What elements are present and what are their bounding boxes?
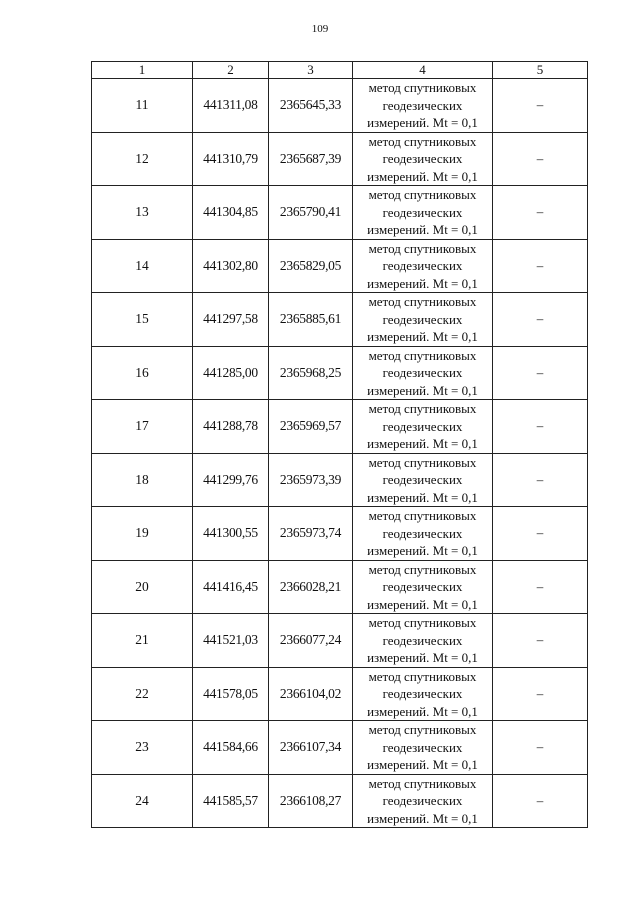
table-row: [92, 774, 588, 828]
method-line: измерений. Mt = 0,1: [367, 382, 478, 398]
coordinate-y-cell: 2365645,33: [269, 79, 353, 133]
point-number-cell: 15: [92, 293, 193, 347]
coordinate-x-cell: 441297,58: [193, 293, 269, 347]
method-line: геодезических: [382, 472, 463, 487]
column-header-4: 4: [353, 62, 493, 79]
note-cell: –: [493, 614, 588, 668]
coordinate-x-cell: 441578,05: [193, 667, 269, 721]
method-line: измерений. Mt = 0,1: [367, 810, 478, 826]
method-cell: [353, 346, 493, 400]
method-line: метод спутниковых: [368, 454, 477, 470]
table-row: [92, 507, 588, 561]
coordinate-y-cell: 2366107,34: [269, 721, 353, 775]
method-line: измерений. Mt = 0,1: [367, 757, 478, 772]
coordinate-y-cell: 2366077,24: [269, 614, 353, 668]
method-line: метод спутниковых: [368, 615, 477, 630]
coordinate-x-cell: 441299,76: [193, 453, 269, 507]
table-row: [92, 79, 588, 133]
table-row: [92, 186, 588, 240]
method-line: метод спутниковых: [368, 401, 477, 416]
note-cell: –: [493, 721, 588, 775]
point-number-cell: 19: [92, 507, 193, 561]
coordinate-x-cell: 441302,80: [193, 239, 269, 293]
point-number-cell: 23: [92, 721, 193, 775]
table-row: [92, 293, 588, 347]
column-header-1: 1: [92, 62, 193, 79]
point-number-cell: 24: [92, 774, 193, 828]
method-line: измерений. Mt = 0,1: [367, 222, 478, 237]
method-line: измерений. Mt = 0,1: [367, 703, 478, 719]
method-line: геодезических: [382, 579, 463, 594]
coordinate-y-cell: 2365885,61: [269, 293, 353, 347]
point-number-cell: 11: [92, 79, 193, 133]
coordinate-y-cell: 2365687,39: [269, 132, 353, 186]
method-line: геодезических: [382, 97, 463, 113]
method-line: геодезических: [382, 204, 463, 220]
point-number-cell: 17: [92, 400, 193, 454]
coordinate-x-cell: 441416,45: [193, 560, 269, 614]
coordinate-x-cell: 441584,66: [193, 721, 269, 775]
table-body: [92, 79, 588, 828]
coordinate-x-cell: 441288,78: [193, 400, 269, 454]
coordinate-x-cell: 441304,85: [193, 186, 269, 240]
method-line: геодезических: [382, 793, 463, 808]
method-line: метод спутниковых: [368, 668, 477, 684]
method-cell: [353, 132, 493, 186]
method-line: метод спутниковых: [368, 347, 477, 363]
table-row: [92, 667, 588, 721]
method-line: метод спутниковых: [368, 187, 477, 202]
method-line: измерений. Mt = 0,1: [367, 329, 478, 344]
method-cell: [353, 400, 493, 454]
note-cell: –: [493, 560, 588, 614]
method-line: геодезических: [382, 525, 463, 541]
method-line: измерений. Mt = 0,1: [367, 650, 478, 665]
method-line: метод спутниковых: [368, 80, 477, 95]
coordinate-y-cell: 2366104,02: [269, 667, 353, 721]
note-cell: –: [493, 293, 588, 347]
method-line: метод спутниковых: [368, 722, 477, 737]
table-row: [92, 400, 588, 454]
method-cell: [353, 560, 493, 614]
coordinate-y-cell: 2366108,27: [269, 774, 353, 828]
point-number-cell: 16: [92, 346, 193, 400]
method-line: геодезических: [382, 151, 463, 166]
method-cell: [353, 453, 493, 507]
method-line: измерений. Mt = 0,1: [367, 275, 478, 291]
point-number-cell: 20: [92, 560, 193, 614]
table-row: [92, 453, 588, 507]
method-cell: [353, 721, 493, 775]
note-cell: –: [493, 453, 588, 507]
table-row: [92, 721, 588, 775]
point-number-cell: 13: [92, 186, 193, 240]
method-line: метод спутниковых: [368, 240, 477, 256]
column-header-2: 2: [193, 62, 269, 79]
method-line: измерений. Mt = 0,1: [367, 543, 478, 558]
table-row: [92, 346, 588, 400]
method-cell: [353, 186, 493, 240]
point-number-cell: 18: [92, 453, 193, 507]
method-cell: [353, 507, 493, 561]
method-cell: [353, 293, 493, 347]
method-line: метод спутниковых: [368, 133, 477, 149]
coordinate-y-cell: 2365968,25: [269, 346, 353, 400]
coordinate-x-cell: 441311,08: [193, 79, 269, 133]
method-line: геодезических: [382, 365, 463, 380]
note-cell: –: [493, 186, 588, 240]
coordinate-x-cell: 441300,55: [193, 507, 269, 561]
method-cell: [353, 239, 493, 293]
point-number-cell: 14: [92, 239, 193, 293]
method-line: метод спутниковых: [368, 294, 477, 309]
note-cell: –: [493, 400, 588, 454]
method-line: измерений. Mt = 0,1: [367, 115, 478, 130]
method-cell: [353, 79, 493, 133]
method-cell: [353, 774, 493, 828]
point-number-cell: 21: [92, 614, 193, 668]
method-line: измерений. Mt = 0,1: [367, 596, 478, 612]
coordinate-x-cell: 441310,79: [193, 132, 269, 186]
note-cell: –: [493, 346, 588, 400]
note-cell: –: [493, 774, 588, 828]
method-line: измерений. Mt = 0,1: [367, 168, 478, 184]
column-header-5: 5: [493, 62, 588, 79]
method-line: геодезических: [382, 258, 463, 273]
method-line: геодезических: [382, 686, 463, 701]
page-number: 109: [311, 23, 329, 35]
table-row: [92, 560, 588, 614]
method-line: измерений. Mt = 0,1: [367, 436, 478, 451]
coordinate-y-cell: 2365790,41: [269, 186, 353, 240]
coordinate-y-cell: 2365973,74: [269, 507, 353, 561]
method-line: метод спутниковых: [368, 508, 477, 523]
note-cell: –: [493, 79, 588, 133]
table-row: [92, 132, 588, 186]
note-cell: –: [493, 239, 588, 293]
method-line: геодезических: [382, 418, 463, 434]
coordinate-y-cell: 2365973,39: [269, 453, 353, 507]
method-line: геодезических: [382, 311, 463, 327]
coordinates-table: [91, 61, 588, 828]
coordinate-y-cell: 2365969,57: [269, 400, 353, 454]
coordinate-y-cell: 2365829,05: [269, 239, 353, 293]
table-row: [92, 614, 588, 668]
method-line: метод спутниковых: [368, 775, 477, 791]
method-line: геодезических: [382, 632, 463, 648]
method-line: измерений. Mt = 0,1: [367, 489, 478, 505]
coordinate-x-cell: 441285,00: [193, 346, 269, 400]
note-cell: –: [493, 507, 588, 561]
method-line: метод спутниковых: [368, 561, 477, 577]
method-line: геодезических: [382, 739, 463, 755]
method-cell: [353, 667, 493, 721]
point-number-cell: 22: [92, 667, 193, 721]
method-cell: [353, 614, 493, 668]
note-cell: –: [493, 132, 588, 186]
point-number-cell: 12: [92, 132, 193, 186]
coordinate-x-cell: 441521,03: [193, 614, 269, 668]
table-header-row: [92, 62, 588, 79]
coordinate-x-cell: 441585,57: [193, 774, 269, 828]
table-row: [92, 239, 588, 293]
column-header-3: 3: [269, 62, 353, 79]
coordinate-y-cell: 2366028,21: [269, 560, 353, 614]
note-cell: –: [493, 667, 588, 721]
